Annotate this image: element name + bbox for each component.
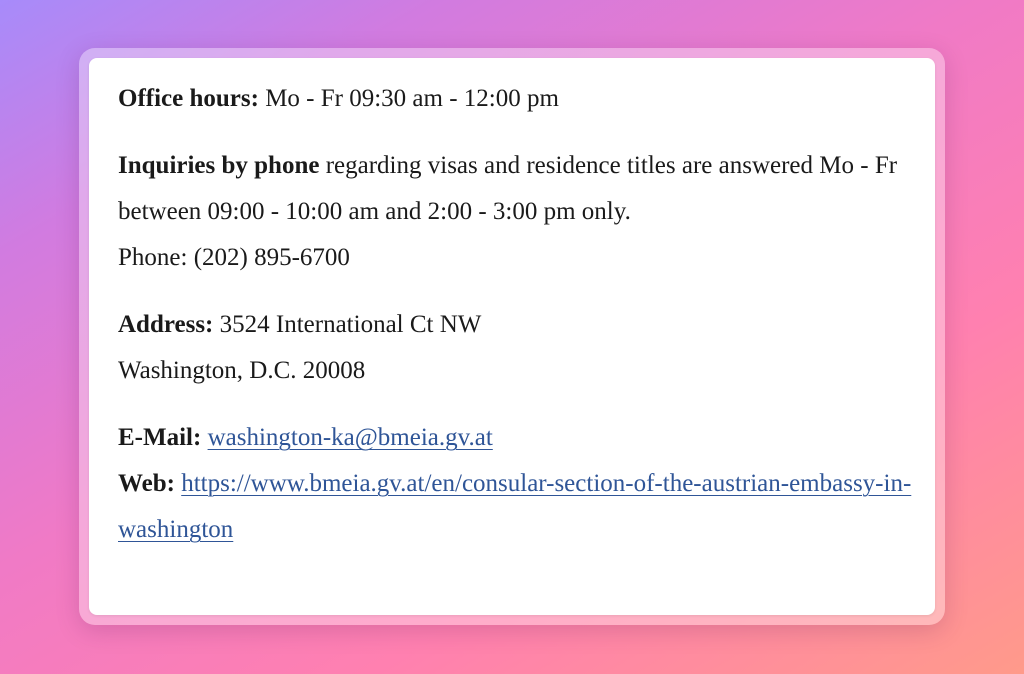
office-hours-value: Mo - Fr 09:30 am - 12:00 pm: [265, 85, 559, 112]
address-label: Address:: [118, 311, 214, 338]
address-paragraph: [118, 302, 918, 394]
web-label: Web:: [118, 470, 175, 497]
contact-info-card: [89, 58, 935, 615]
phone-inquiries-text: regarding visas and residence titles are answered Mo - Fr between 09:00 - 10:00 am and 2:00 - 3:00 pm only.: [118, 152, 898, 225]
office-hours-paragraph: [118, 76, 918, 122]
web-link[interactable]: https://www.bmeia.gv.at/en/consular-section-of-the-austrian-embassy-in-washington: [118, 470, 912, 543]
office-hours-label: Office hours:: [118, 85, 259, 112]
contact-links-paragraph: [118, 415, 918, 553]
address-line2: Washington, D.C. 20008: [118, 357, 366, 384]
phone-inquiries-paragraph: [118, 143, 918, 281]
phone-inquiries-label: Inquiries by phone: [118, 152, 320, 179]
email-link[interactable]: washington-ka@bmeia.gv.at: [207, 424, 493, 451]
address-line1: 3524 International Ct NW: [219, 311, 482, 338]
email-label: E-Mail:: [118, 424, 202, 451]
phone-number: Phone: (202) 895-6700: [118, 244, 350, 271]
contact-info-content: [118, 76, 918, 553]
